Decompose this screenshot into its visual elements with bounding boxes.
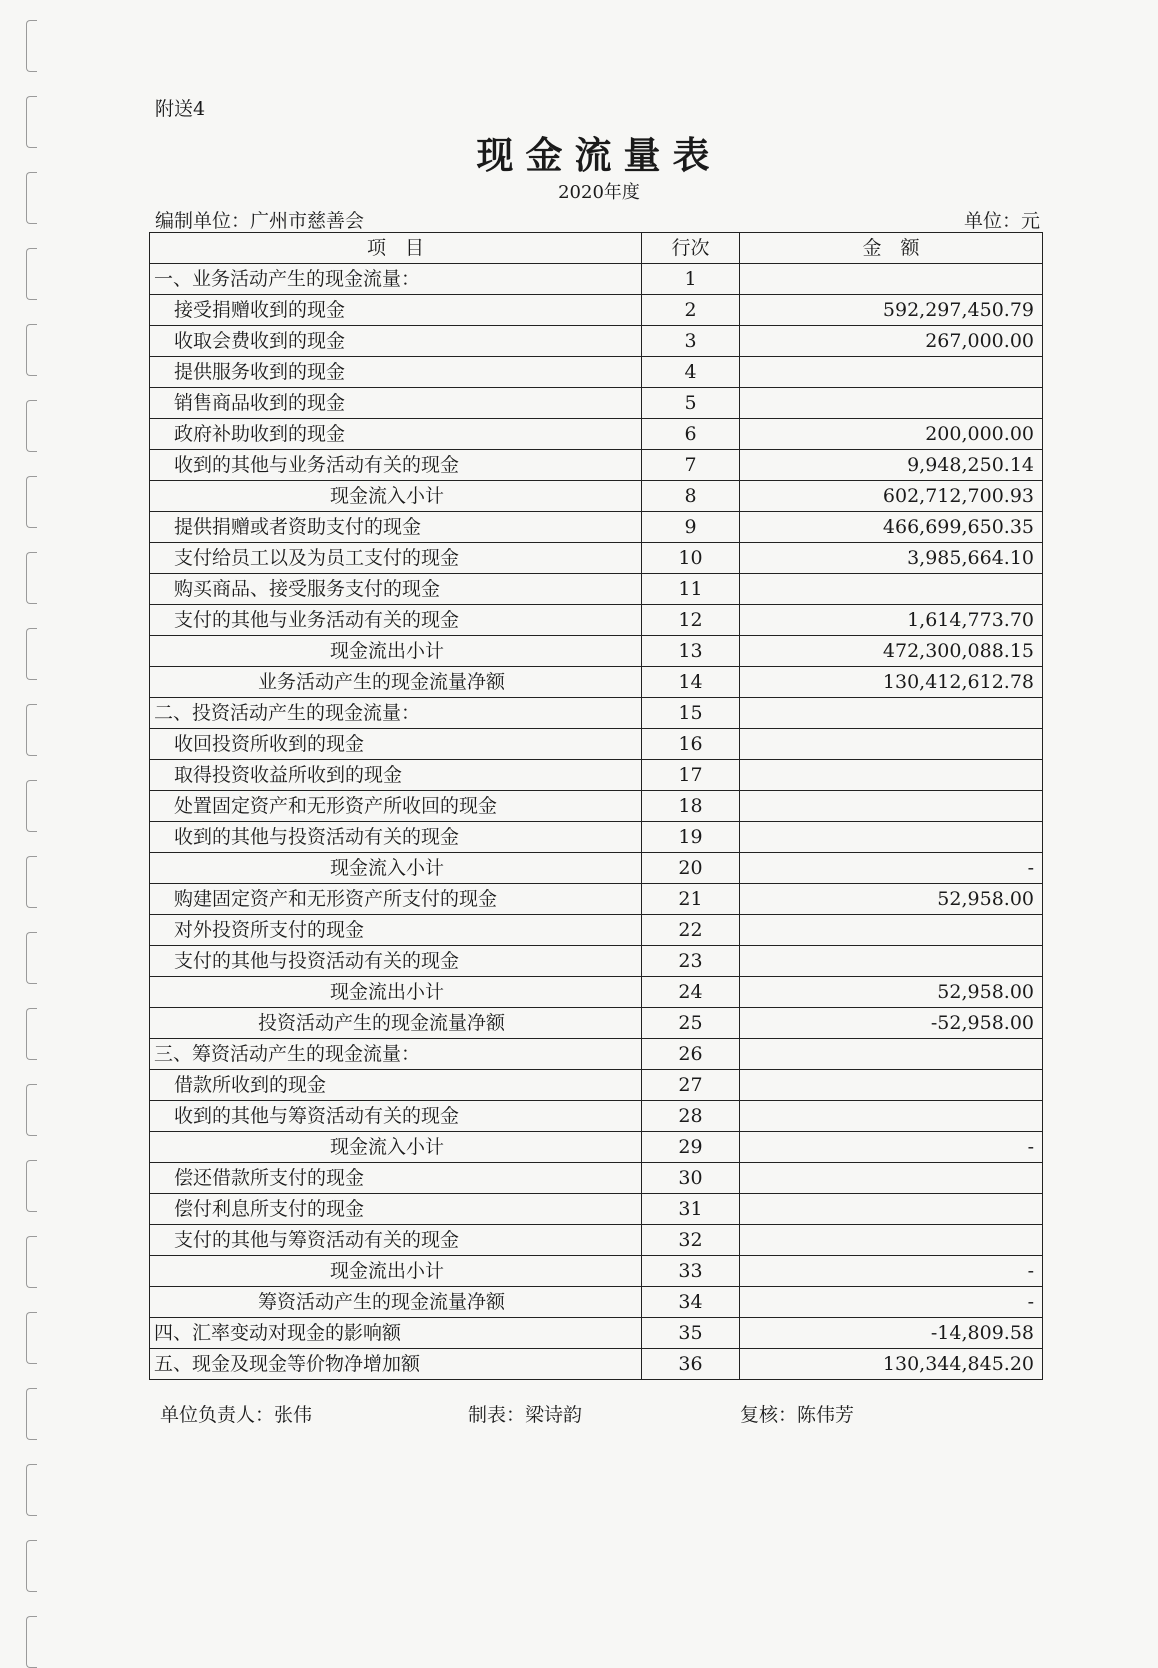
row-line-number: 28	[642, 1101, 740, 1132]
row-amount: 52,958.00	[740, 884, 1043, 915]
row-line-number: 9	[642, 512, 740, 543]
binding-holes	[26, 0, 42, 1637]
row-amount	[740, 1163, 1043, 1194]
row-amount: 9,948,250.14	[740, 450, 1043, 481]
row-line-number: 23	[642, 946, 740, 977]
table-row	[150, 388, 1043, 419]
row-amount: -	[740, 1256, 1043, 1287]
row-amount	[740, 946, 1043, 977]
row-item: 借款所收到的现金	[150, 1070, 642, 1101]
binding-ring	[26, 1160, 37, 1212]
row-item: 收到的其他与筹资活动有关的现金	[150, 1101, 642, 1132]
header-line: 行次	[642, 233, 740, 264]
binding-ring	[26, 1616, 37, 1668]
row-item: 支付给员工以及为员工支付的现金	[150, 543, 642, 574]
table-row	[150, 977, 1043, 1008]
table-row	[150, 729, 1043, 760]
row-amount: 3,985,664.10	[740, 543, 1043, 574]
binding-ring	[26, 1388, 37, 1440]
table-row	[150, 884, 1043, 915]
binding-ring	[26, 1540, 37, 1592]
report-period: 2020年度	[558, 182, 640, 203]
row-line-number: 6	[642, 419, 740, 450]
row-amount: 602,712,700.93	[740, 481, 1043, 512]
row-amount	[740, 1225, 1043, 1256]
row-item: 筹资活动产生的现金流量净额	[150, 1287, 642, 1318]
row-item: 偿还借款所支付的现金	[150, 1163, 642, 1194]
row-amount: -14,809.58	[740, 1318, 1043, 1349]
binding-ring	[26, 1236, 37, 1288]
row-amount	[740, 357, 1043, 388]
row-amount	[740, 1101, 1043, 1132]
page-title: 现金流量表	[476, 133, 722, 177]
row-item: 现金流出小计	[150, 636, 642, 667]
row-amount	[740, 1039, 1043, 1070]
row-item: 现金流入小计	[150, 853, 642, 884]
row-amount: -	[740, 1287, 1043, 1318]
table-row	[150, 481, 1043, 512]
row-item: 收到的其他与投资活动有关的现金	[150, 822, 642, 853]
binding-ring	[26, 552, 37, 604]
table-row	[150, 1256, 1043, 1287]
row-item: 政府补助收到的现金	[150, 419, 642, 450]
row-item: 对外投资所支付的现金	[150, 915, 642, 946]
table-row	[150, 419, 1043, 450]
table-header-row	[150, 233, 1043, 264]
row-line-number: 3	[642, 326, 740, 357]
row-line-number: 8	[642, 481, 740, 512]
binding-ring	[26, 1464, 37, 1516]
table-row	[150, 574, 1043, 605]
row-item: 提供捐赠或者资助支付的现金	[150, 512, 642, 543]
row-line-number: 19	[642, 822, 740, 853]
binding-ring	[26, 400, 37, 452]
row-amount	[740, 791, 1043, 822]
row-line-number: 29	[642, 1132, 740, 1163]
row-item: 收回投资所收到的现金	[150, 729, 642, 760]
table-row	[150, 1225, 1043, 1256]
organization-label: 编制单位：广州市慈善会	[155, 210, 365, 232]
row-item: 三、筹资活动产生的现金流量：	[150, 1039, 642, 1070]
row-item: 购买商品、接受服务支付的现金	[150, 574, 642, 605]
table-row	[150, 791, 1043, 822]
row-item: 提供服务收到的现金	[150, 357, 642, 388]
table-row	[150, 1008, 1043, 1039]
row-line-number: 20	[642, 853, 740, 884]
row-item: 现金流出小计	[150, 1256, 642, 1287]
head-signature: 单位负责人：张伟	[160, 1404, 313, 1426]
row-item: 现金流入小计	[150, 481, 642, 512]
row-item: 接受捐赠收到的现金	[150, 295, 642, 326]
row-item: 处置固定资产和无形资产所收回的现金	[150, 791, 642, 822]
row-amount: 130,344,845.20	[740, 1349, 1043, 1380]
row-line-number: 2	[642, 295, 740, 326]
table-row	[150, 1194, 1043, 1225]
binding-ring	[26, 932, 37, 984]
table-row	[150, 636, 1043, 667]
row-item: 现金流入小计	[150, 1132, 642, 1163]
row-item: 五、现金及现金等价物净增加额	[150, 1349, 642, 1380]
row-item: 销售商品收到的现金	[150, 388, 642, 419]
table-row	[150, 822, 1043, 853]
cash-flow-table	[149, 232, 1043, 1380]
table-row	[150, 760, 1043, 791]
row-amount	[740, 760, 1043, 791]
row-line-number: 32	[642, 1225, 740, 1256]
row-line-number: 11	[642, 574, 740, 605]
table-row	[150, 915, 1043, 946]
row-line-number: 12	[642, 605, 740, 636]
row-amount	[740, 915, 1043, 946]
table-row	[150, 667, 1043, 698]
row-line-number: 7	[642, 450, 740, 481]
table-row	[150, 1349, 1043, 1380]
row-item: 二、投资活动产生的现金流量：	[150, 698, 642, 729]
row-line-number: 26	[642, 1039, 740, 1070]
row-line-number: 1	[642, 264, 740, 295]
row-item: 收取会费收到的现金	[150, 326, 642, 357]
row-line-number: 36	[642, 1349, 740, 1380]
row-line-number: 14	[642, 667, 740, 698]
table-row	[150, 295, 1043, 326]
row-item: 四、汇率变动对现金的影响额	[150, 1318, 642, 1349]
table-row	[150, 853, 1043, 884]
table-row	[150, 264, 1043, 295]
row-line-number: 17	[642, 760, 740, 791]
row-line-number: 10	[642, 543, 740, 574]
table-row	[150, 698, 1043, 729]
row-item: 一、业务活动产生的现金流量：	[150, 264, 642, 295]
binding-ring	[26, 704, 37, 756]
row-amount	[740, 1194, 1043, 1225]
binding-ring	[26, 20, 37, 72]
row-line-number: 22	[642, 915, 740, 946]
row-line-number: 24	[642, 977, 740, 1008]
table-row	[150, 357, 1043, 388]
attachment-label: 附送4	[155, 98, 206, 120]
table-row	[150, 1318, 1043, 1349]
row-amount	[740, 822, 1043, 853]
row-line-number: 18	[642, 791, 740, 822]
table-row	[150, 1132, 1043, 1163]
currency-unit: 单位：元	[963, 210, 1040, 232]
row-item: 支付的其他与筹资活动有关的现金	[150, 1225, 642, 1256]
row-amount: -52,958.00	[740, 1008, 1043, 1039]
row-line-number: 33	[642, 1256, 740, 1287]
row-amount: 466,699,650.35	[740, 512, 1043, 543]
row-item: 现金流出小计	[150, 977, 642, 1008]
row-amount: 472,300,088.15	[740, 636, 1043, 667]
binding-ring	[26, 1312, 37, 1364]
row-amount	[740, 574, 1043, 605]
binding-ring	[26, 780, 37, 832]
binding-ring	[26, 628, 37, 680]
row-line-number: 27	[642, 1070, 740, 1101]
row-amount	[740, 698, 1043, 729]
reviewer-signature: 复核：陈伟芳	[740, 1404, 855, 1426]
binding-ring	[26, 248, 37, 300]
table-row	[150, 450, 1043, 481]
row-item: 偿付利息所支付的现金	[150, 1194, 642, 1225]
row-item: 取得投资收益所收到的现金	[150, 760, 642, 791]
row-line-number: 30	[642, 1163, 740, 1194]
table-row	[150, 512, 1043, 543]
binding-ring	[26, 1084, 37, 1136]
row-amount: 200,000.00	[740, 419, 1043, 450]
row-amount	[740, 264, 1043, 295]
table-row	[150, 543, 1043, 574]
row-line-number: 13	[642, 636, 740, 667]
table-row	[150, 326, 1043, 357]
binding-ring	[26, 476, 37, 528]
table-row	[150, 1039, 1043, 1070]
header-amount: 金 额	[740, 233, 1043, 264]
row-amount: -	[740, 1132, 1043, 1163]
row-line-number: 21	[642, 884, 740, 915]
table-row	[150, 946, 1043, 977]
binding-ring	[26, 1008, 37, 1060]
table-row	[150, 1101, 1043, 1132]
table-row	[150, 1070, 1043, 1101]
row-item: 支付的其他与投资活动有关的现金	[150, 946, 642, 977]
row-line-number: 16	[642, 729, 740, 760]
header-item: 项 目	[150, 233, 642, 264]
table-row	[150, 1163, 1043, 1194]
row-amount: 52,958.00	[740, 977, 1043, 1008]
binding-ring	[26, 324, 37, 376]
row-amount: 592,297,450.79	[740, 295, 1043, 326]
row-line-number: 15	[642, 698, 740, 729]
row-line-number: 35	[642, 1318, 740, 1349]
row-item: 购建固定资产和无形资产所支付的现金	[150, 884, 642, 915]
row-item: 业务活动产生的现金流量净额	[150, 667, 642, 698]
row-amount: 1,614,773.70	[740, 605, 1043, 636]
row-item: 收到的其他与业务活动有关的现金	[150, 450, 642, 481]
row-amount	[740, 388, 1043, 419]
row-line-number: 25	[642, 1008, 740, 1039]
table-row	[150, 605, 1043, 636]
preparer-signature: 制表：梁诗韵	[468, 1404, 583, 1426]
binding-ring	[26, 856, 37, 908]
table-row	[150, 1287, 1043, 1318]
row-item: 投资活动产生的现金流量净额	[150, 1008, 642, 1039]
row-line-number: 5	[642, 388, 740, 419]
row-line-number: 34	[642, 1287, 740, 1318]
row-line-number: 31	[642, 1194, 740, 1225]
row-amount: 267,000.00	[740, 326, 1043, 357]
row-item: 支付的其他与业务活动有关的现金	[150, 605, 642, 636]
row-amount	[740, 1070, 1043, 1101]
row-amount: -	[740, 853, 1043, 884]
row-amount	[740, 729, 1043, 760]
row-line-number: 4	[642, 357, 740, 388]
row-amount: 130,412,612.78	[740, 667, 1043, 698]
